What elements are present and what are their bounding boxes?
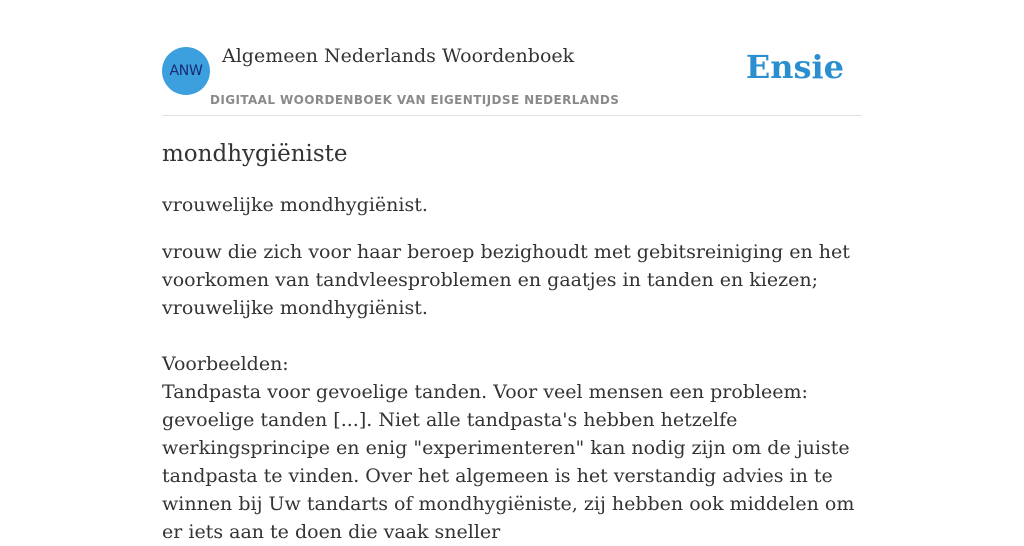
meaning-text: vrouw die zich voor haar beroep bezighoudt met gebitsreiniging en het voorkomen van tandvleesproblemen en gaatjes in tanden en kiezen; vrouwelijke mondhygiënist. [162, 241, 850, 319]
short-definition: vrouwelijke mondhygiënist. [162, 194, 428, 216]
example-text: Tandpasta voor gevoelige tanden. Voor veel mensen een probleem: gevoelige tanden [...]. Niet alle tandpasta's hebben hetzelfe werkingsprincipe en enig "experimenteren" kan nodig zijn om de juiste tandpasta te vinden. Over het algemeen is het verstandig advies in te winnen bij Uw tandarts of mondhygiëniste, zij hebben ook middelen om er iets aan te doen die vaak sneller [162, 381, 855, 543]
examples-label: Voorbeelden: [162, 353, 289, 375]
site-subtitle: DIGITAAL WOORDENBOEK VAN EIGENTIJDSE NEDERLANDS [210, 93, 620, 107]
ensie-brand-link[interactable]: Ensie [745, 48, 844, 86]
page-title: mondhygiëniste [162, 141, 348, 167]
entry-content [162, 116, 862, 546]
site-title-link[interactable]: Algemeen Nederlands Woordenboek [222, 45, 575, 67]
site-header [162, 0, 862, 116]
anw-logo[interactable] [162, 47, 210, 95]
logo-text: ANW [169, 63, 203, 79]
